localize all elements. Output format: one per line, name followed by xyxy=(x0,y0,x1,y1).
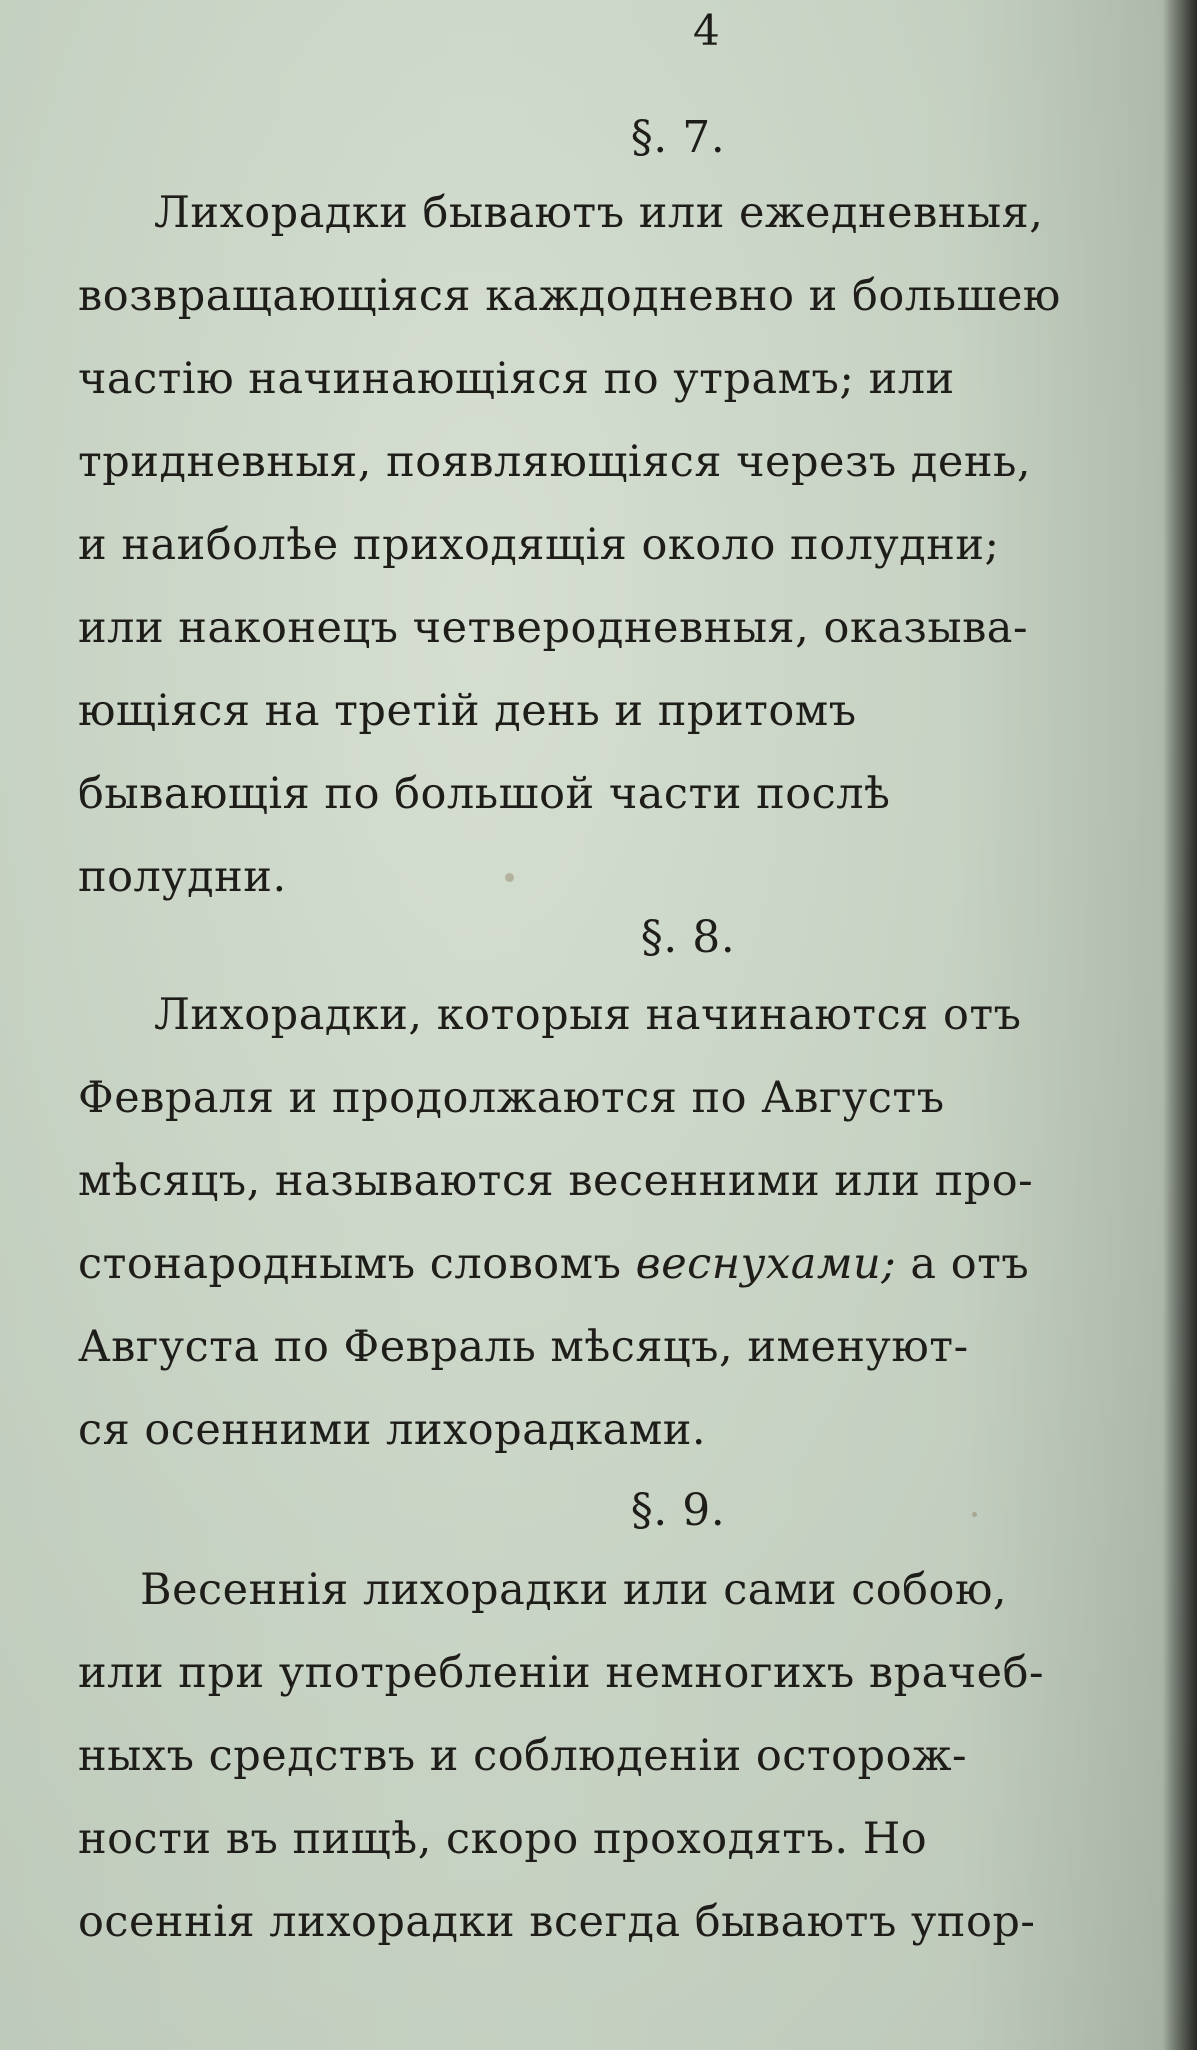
paragraph-line: ности въ пищѣ, скоро проходятъ. Но xyxy=(78,1814,928,1864)
paragraph-line: и наиболѣе приходящія около полудни; xyxy=(78,520,1000,570)
paragraph-line: тридневныя, появляющіяся черезъ день, xyxy=(78,437,1032,487)
paragraph-line: мѣсяцъ, называются весенними или про- xyxy=(78,1156,1034,1206)
paragraph-line: ся осенними лихорадками. xyxy=(78,1405,707,1455)
spine-shadow xyxy=(1163,0,1197,2050)
paragraph-line: или при употребленіи немногихъ врачеб- xyxy=(78,1648,1045,1698)
paragraph-line: ющіяся на третій день и притомъ xyxy=(78,686,857,736)
section-heading: §. 8. xyxy=(640,912,736,963)
ink-spot xyxy=(972,1512,977,1517)
paragraph-line: ныхъ средствъ и соблюденіи осторож- xyxy=(78,1731,968,1781)
paragraph-line: частію начинающіяся по утрамъ; или xyxy=(78,354,955,404)
section-heading: §. 9. xyxy=(630,1485,726,1536)
paragraph-line: Августа по Февраль мѣсяцъ, именуют- xyxy=(78,1322,969,1372)
italic-word: веснухами; xyxy=(635,1239,897,1289)
line-text: а отъ xyxy=(910,1239,1030,1289)
ink-spot xyxy=(505,873,514,882)
paragraph-line: Весеннія лихорадки или сами собою, xyxy=(140,1565,1008,1615)
paragraph-line: полудни. xyxy=(78,852,287,902)
paragraph-line: или наконецъ четверодневныя, оказыва- xyxy=(78,603,1028,653)
line-text: Лихорадки бываютъ или ежедневныя, xyxy=(154,188,1044,238)
page-number: 4 xyxy=(693,6,721,55)
paragraph-line xyxy=(78,183,1166,243)
paragraph-line: бывающія по большой части послѣ xyxy=(78,769,891,819)
paragraph-line: осеннія лихорадки всегда бываютъ упор- xyxy=(78,1897,1036,1947)
paragraph-line xyxy=(78,1234,1029,1294)
line-text: стонароднымъ словомъ xyxy=(78,1239,622,1289)
section-heading: §. 7. xyxy=(630,112,726,163)
paragraph-line: возвращающіяся каждодневно и большею xyxy=(78,271,1061,321)
paragraph-line: Лихорадки, которыя начинаются отъ xyxy=(154,990,1022,1040)
paragraph-line: Февраля и продолжаются по Августъ xyxy=(78,1073,945,1123)
